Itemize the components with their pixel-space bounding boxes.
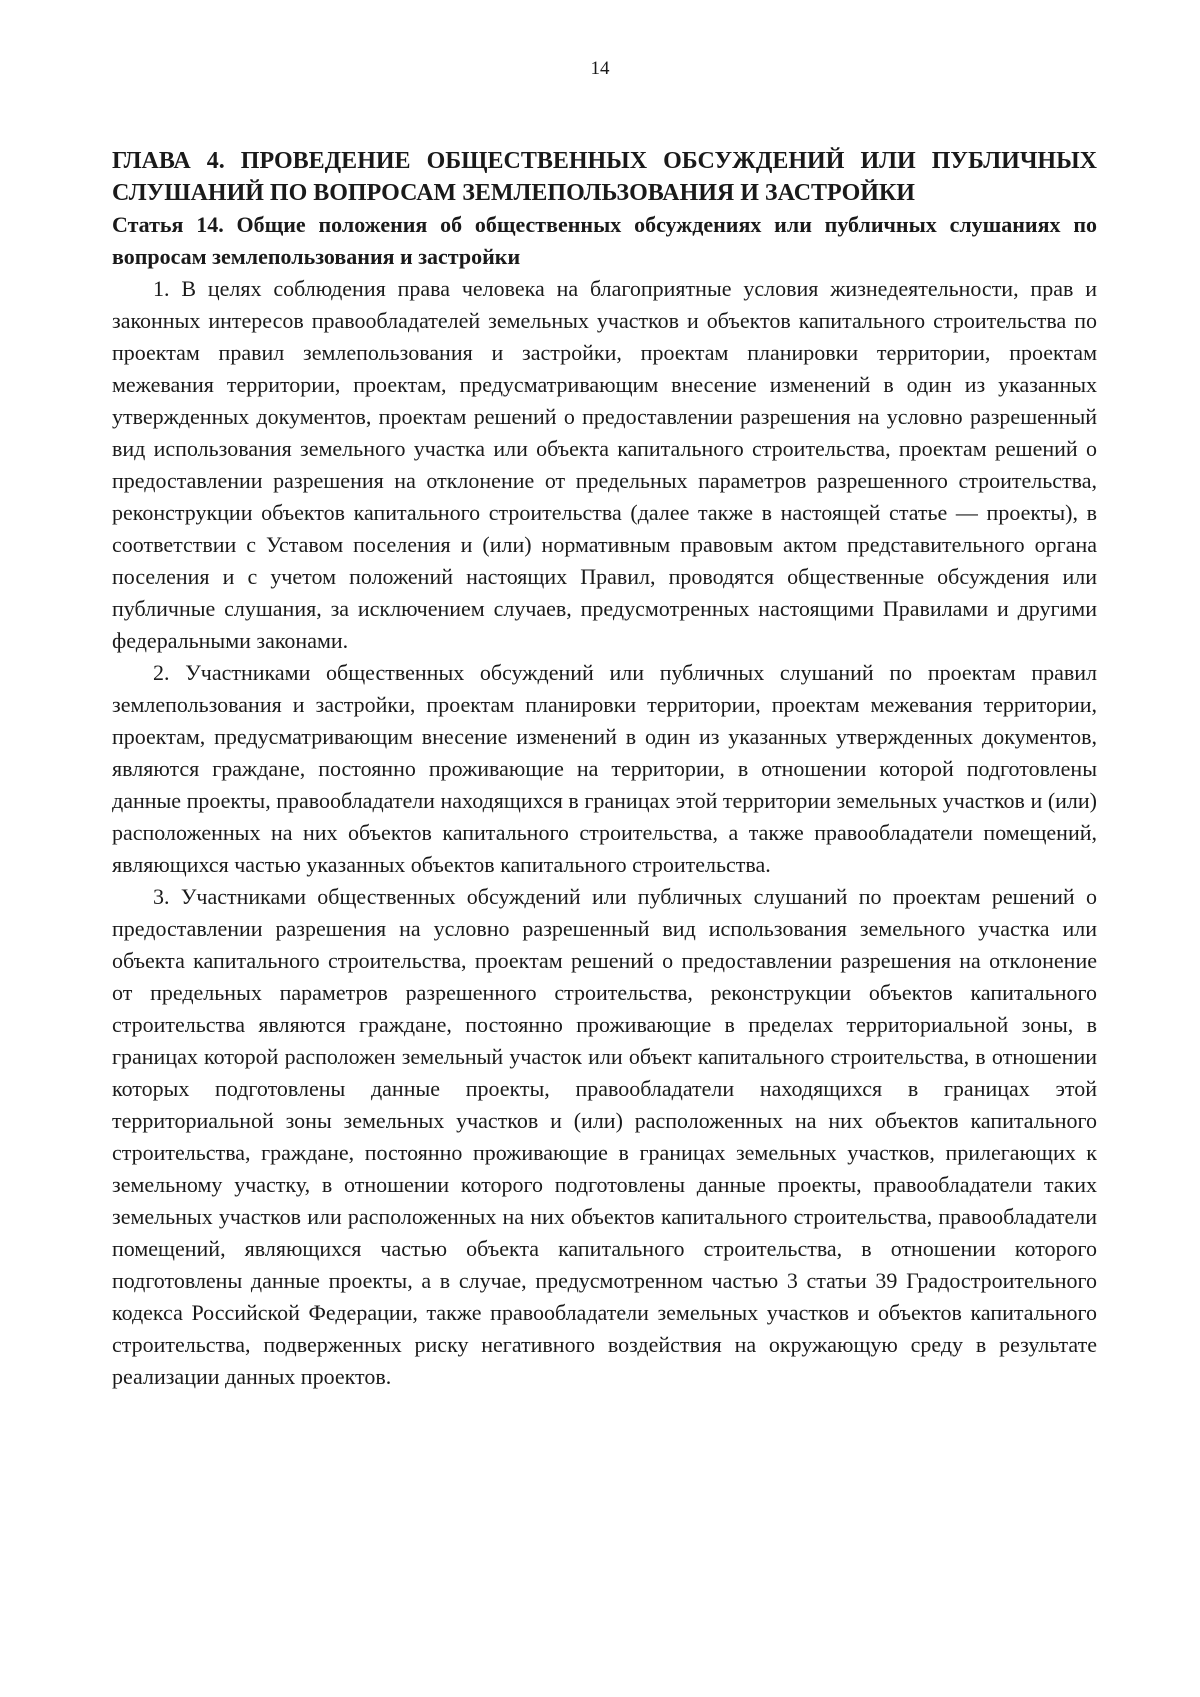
page-number: 14 bbox=[590, 58, 610, 79]
chapter-title: ГЛАВА 4. ПРОВЕДЕНИЕ ОБЩЕСТВЕННЫХ ОБСУЖДЕНИЙ ИЛИ ПУБЛИЧНЫХ СЛУШАНИЙ ПО ВОПРОСАМ ЗЕМЛЕПОЛЬЗОВАНИЯ И ЗАСТРОЙКИ bbox=[112, 148, 1097, 206]
paragraph-3: 3. Участниками общественных обсуждений или публичных слушаний по проектам решений о предоставлении разрешения на условно разрешенный вид использования земельного участка или объекта капитального строительства, проектам решений о предоставлении разрешения на отклонение от предельных параметров разрешенного строительства, реконструкции объектов капитального строительства являются граждане, постоянно проживающие в пределах территориальной зоны, в границах которой расположен земельный участок или объект капитального строительства, в отношении которых подготовлены данные проекты, правообладатели находящихся в границах этой территориальной зоны земельных участков и (или) расположенных на них объектов капитального строительства, граждане, постоянно проживающие в границах земельных участков, прилегающих к земельному участку, в отношении которого подготовлены данные проекты, правообладатели таких земельных участков или расположенных на них объектов капитального строительства, правообладатели помещений, являющихся частью объекта капитального строительства, в отношении которого подготовлены данные проекты, а в случае, предусмотренном частью 3 статьи 39 Градостроительного кодекса Российской Федерации, также правообладатели земельных участков и объектов капитального строительства, подверженных риску негативного воздействия на окружающую среду в результате реализации данных проектов. bbox=[112, 884, 1097, 1389]
paragraph-1: 1. В целях соблюдения права человека на благоприятные условия жизнедеятельности, прав и законных интересов правообладателей земельных участков и объектов капитального строительства по проектам правил землепользования и застройки, проектам планировки территории, проектам межевания территории, проектам, предусматривающим внесение изменений в один из указанных утвержденных документов, проектам решений о предоставлении разрешения на условно разрешенный вид использования земельного участка или объекта капитального строительства, проектам решений о предоставлении разрешения на отклонение от предельных параметров разрешенного строительства, реконструкции объектов капитального строительства (далее также в настоящей статье — проекты), в соответствии с Уставом поселения и (или) нормативным правовым актом представительного органа поселения и с учетом положений настоящих Правил, проводятся общественные обсуждения или публичные слушания, за исключением случаев, предусмотренных настоящими Правилами и другими федеральными законами. bbox=[112, 276, 1097, 653]
paragraph-2: 2. Участниками общественных обсуждений или публичных слушаний по проектам правил землепользования и застройки, проектам планировки территории, проектам межевания территории, проектам, предусматривающим внесение изменений в один из указанных утвержденных документов, являются граждане, постоянно проживающие на территории, в отношении которой подготовлены данные проекты, правообладатели находящихся в границах этой территории земельных участков и (или) расположенных на них объектов капитального строительства, а также правообладатели помещений, являющихся частью указанных объектов капитального строительства. bbox=[112, 660, 1097, 877]
document-body bbox=[112, 146, 1097, 1393]
article-title: Статья 14. Общие положения об общественных обсуждениях или публичных слушаниях по вопросам землепользования и застройки bbox=[112, 212, 1097, 269]
